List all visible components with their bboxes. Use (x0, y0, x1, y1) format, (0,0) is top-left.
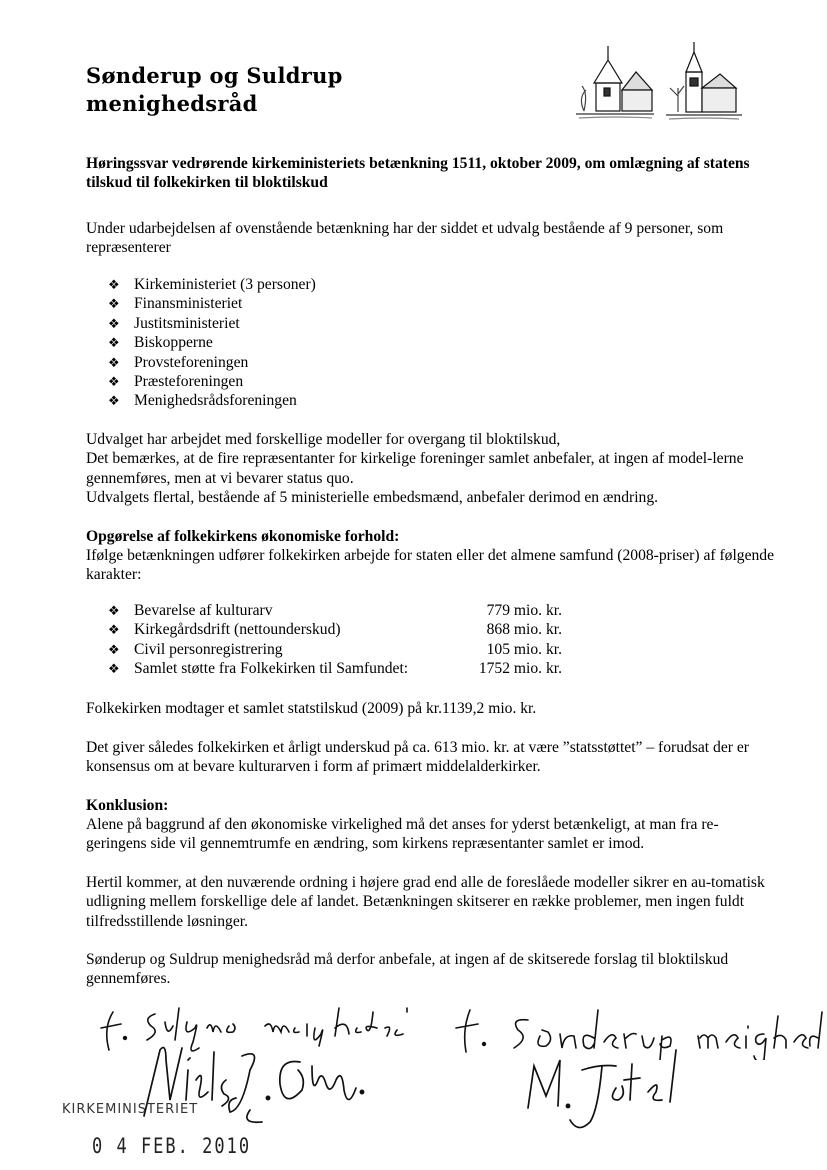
cost-amount: 105 mio. kr. (486, 640, 562, 658)
list-item: ❖ Præsteforeningen (108, 373, 244, 391)
economy-paragraph: Ifølge betænkningen udfører folkekirken arbejde for staten eller det almene samfund (2008-priser) af følgende karakter: (86, 547, 775, 584)
deficit-paragraph: Det giver således folkekirken et årligt underskud på ca. 613 mio. kr. at være ”statsstøttet” – forudsat der er konsensus om at bevare kulturarven i form af primært middelalderkirker. (86, 739, 749, 776)
committee-paragraph: Udvalget har arbejdet med forskellige modeller for overgang til bloktilskud, Det bemærkes, at de fire repræsentanter for kirkelige foreninger samlet anbefaler, at ingen af model-lerne gennemføres, men at vi bevarer status quo. Udvalgets flertal, bestående af 5 ministerielle embedsmænd, anbefaler derimod en ændring. (86, 431, 744, 507)
additional-paragraph: Hertil kommer, at den nuværende ordning i højere grad end alle de foreslåede modeller sikrer en au-tomatisk udligning mellem forskellige dele af landet. Betænkningen skitserer en række problemer, men ingen fuldt tilfredsstillende løsninger. (86, 874, 765, 930)
recommendation-paragraph: Sønderup og Suldrup menighedsråd må derfor anbefale, at ingen af de skitserede forslag til bloktilskud gennemføres. (86, 951, 729, 988)
conclusion-heading: Konklusion: (86, 797, 169, 814)
list-item: ❖ Justitsministeriet (108, 314, 240, 332)
signature-right-name (520, 1030, 700, 1140)
list-item: ❖ Finansministeriet (108, 295, 243, 313)
org-name-line2: menighedsråd (86, 91, 258, 116)
cost-list (108, 601, 578, 679)
ministry-stamp: KIRKEMINISTERIET (62, 1102, 199, 1117)
list-item: ❖ Kirkegårdsdrift (nettounderskud) 868 mio. kr. (108, 621, 562, 639)
diamond-bullet-icon: ❖ (108, 315, 120, 331)
list-item: ❖ Menighedsrådsforeningen (108, 392, 297, 410)
list-item: ❖ Bevarelse af kulturarv 779 mio. kr. (108, 602, 562, 619)
cost-amount: 868 mio. kr. (486, 621, 562, 639)
list-item: ❖ Civil personregistrering 105 mio. kr. (108, 640, 562, 658)
stamp-date: 0 4 FEB. 2010 (92, 1134, 252, 1159)
cost-amount: 1752 mio. kr. (478, 660, 562, 678)
list-item: ❖ Provsteforeningen (108, 353, 249, 371)
conclusion-paragraph: Alene på baggrund af den økonomiske virkelighed må det anses for yderst betænkeligt, at man fra re-geringens side vil gennemtrumfe en ændring, som kirkens repræsentanter samlet er imod. (86, 816, 719, 853)
subsidy-paragraph: Folkekirken modtager et samlet statstilskud (2009) på kr.1139,2 mio. kr. (86, 700, 537, 717)
org-name (86, 62, 343, 118)
list-item: ❖ Kirkeministeriet (3 personer) (108, 276, 316, 293)
subject-heading: Høringssvar vedrørende kirkeministeriets betænkning 1511, oktober 2009, om omlægning af statens tilskud til folkekirken til bloktilskud (86, 155, 750, 192)
org-name-line1: Sønderup og Suldrup (86, 63, 343, 88)
committee-members-list (108, 275, 316, 411)
diamond-bullet-icon: ❖ (108, 393, 120, 409)
diamond-bullet-icon: ❖ (108, 661, 120, 677)
list-item: ❖ Biskopperne (108, 334, 213, 352)
church-logo-icon (574, 38, 744, 122)
diamond-bullet-icon: ❖ (108, 354, 120, 370)
diamond-bullet-icon: ❖ (108, 335, 120, 351)
diamond-bullet-icon: ❖ (108, 277, 120, 292)
economy-heading: Opgørelse af folkekirkens økonomiske forhold: (86, 528, 400, 545)
diamond-bullet-icon: ❖ (108, 641, 120, 657)
cost-amount: 779 mio. kr. (486, 602, 562, 619)
list-item: ❖ Samlet støtte fra Folkekirken til Samfundet: 1752 mio. kr. (108, 660, 562, 678)
intro-paragraph: Under udarbejdelsen af ovenstående betænkning har der siddet et udvalg bestående af 9 personer, som repræsenterer (86, 220, 724, 257)
diamond-bullet-icon: ❖ (108, 622, 120, 638)
diamond-bullet-icon: ❖ (108, 296, 120, 312)
diamond-bullet-icon: ❖ (108, 374, 120, 390)
diamond-bullet-icon: ❖ (108, 603, 120, 618)
